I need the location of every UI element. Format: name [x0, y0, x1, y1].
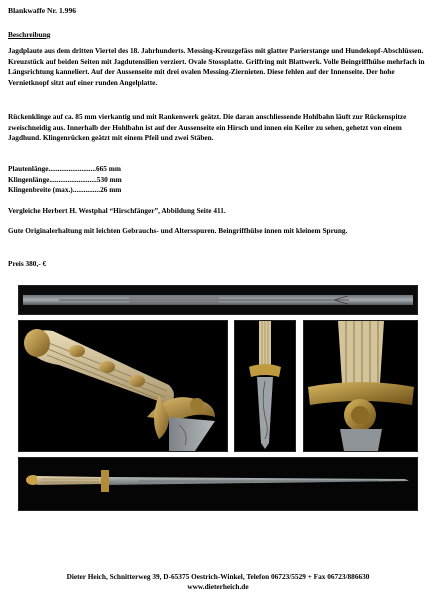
spec-value: 665 mm	[95, 164, 121, 173]
footer-website[interactable]: www.dieterheich.de	[187, 582, 249, 592]
spec-label: Klingenlänge..........................	[8, 174, 97, 184]
spec-value: 530 mm	[96, 174, 122, 184]
section-heading: Beschreibung	[8, 30, 51, 39]
photo-blade-etching	[234, 320, 296, 452]
description-paragraph-2: Rückenklinge auf ca. 85 mm vierkantig und mit Rankenwerk geätzt. Die daran anschliessende Hohlbahn läuft zur Rückenspitze zweischneidig aus. Innerhalb der Hohlbahn ist auf der Aussenseite ein Hirsch und innen ein Keiler zu sehen, gehetzt von einem Jagdhund. Klingenrücken geätzt mit einem Pfeil und zwei Stäben.	[8, 112, 407, 143]
spec-label: Klingenbreite (max.)...............	[8, 185, 101, 195]
spec-row	[8, 164, 122, 175]
document-title: Blankwaffe Nr. 1.996	[8, 6, 77, 15]
price: Preis 380,- €	[8, 259, 47, 268]
specs-table	[8, 164, 122, 196]
photo-blade-spine	[18, 285, 418, 315]
spec-value: 26 mm	[100, 185, 122, 195]
photo-crossguard-detail	[303, 320, 418, 452]
description-paragraph-1: Jagdplaute aus dem dritten Viertel des 18. Jahrhunderts. Messing-Kreuzgefäss mit glatter Parierstange und Hundekopf-Abschlüssen. Kreuzstück auf beiden Seiten mit Jagdutensilien verziert. Ovale Stossplatte. Griffring mit Blattwerk. Volle Beingriffhülse mehrfach in Längsrichtung kanneliert. Auf der Aussenseite mit drei ovalen Messing-Ziernieten. Diese fehlen auf der Innenseite. Der hohe Vernietknopf sitzt auf einer runden Angelplatte.	[8, 46, 425, 87]
footer	[0, 572, 436, 593]
photo-full-view	[18, 457, 418, 511]
condition-note: Gute Originalerhaltung mit leichten Gebrauchs- und Altersspuren. Beingriffhülse innen mit kleinem Sprung.	[8, 226, 348, 235]
photo-hilt-outer	[18, 320, 228, 452]
spec-row	[8, 175, 122, 186]
spec-label: Plautenlänge..........................	[8, 164, 96, 173]
reference-note: Vergleiche Herbert H. Westphal “Hirschfänger”, Abbildung Seite 411.	[8, 206, 226, 215]
footer-address: Dieter Heich, Schnitterweg 39, D-65375 Oestrich-Winkel, Telefon 06723/5529 + Fax 06723/886630	[66, 572, 370, 581]
spec-row	[8, 185, 122, 196]
